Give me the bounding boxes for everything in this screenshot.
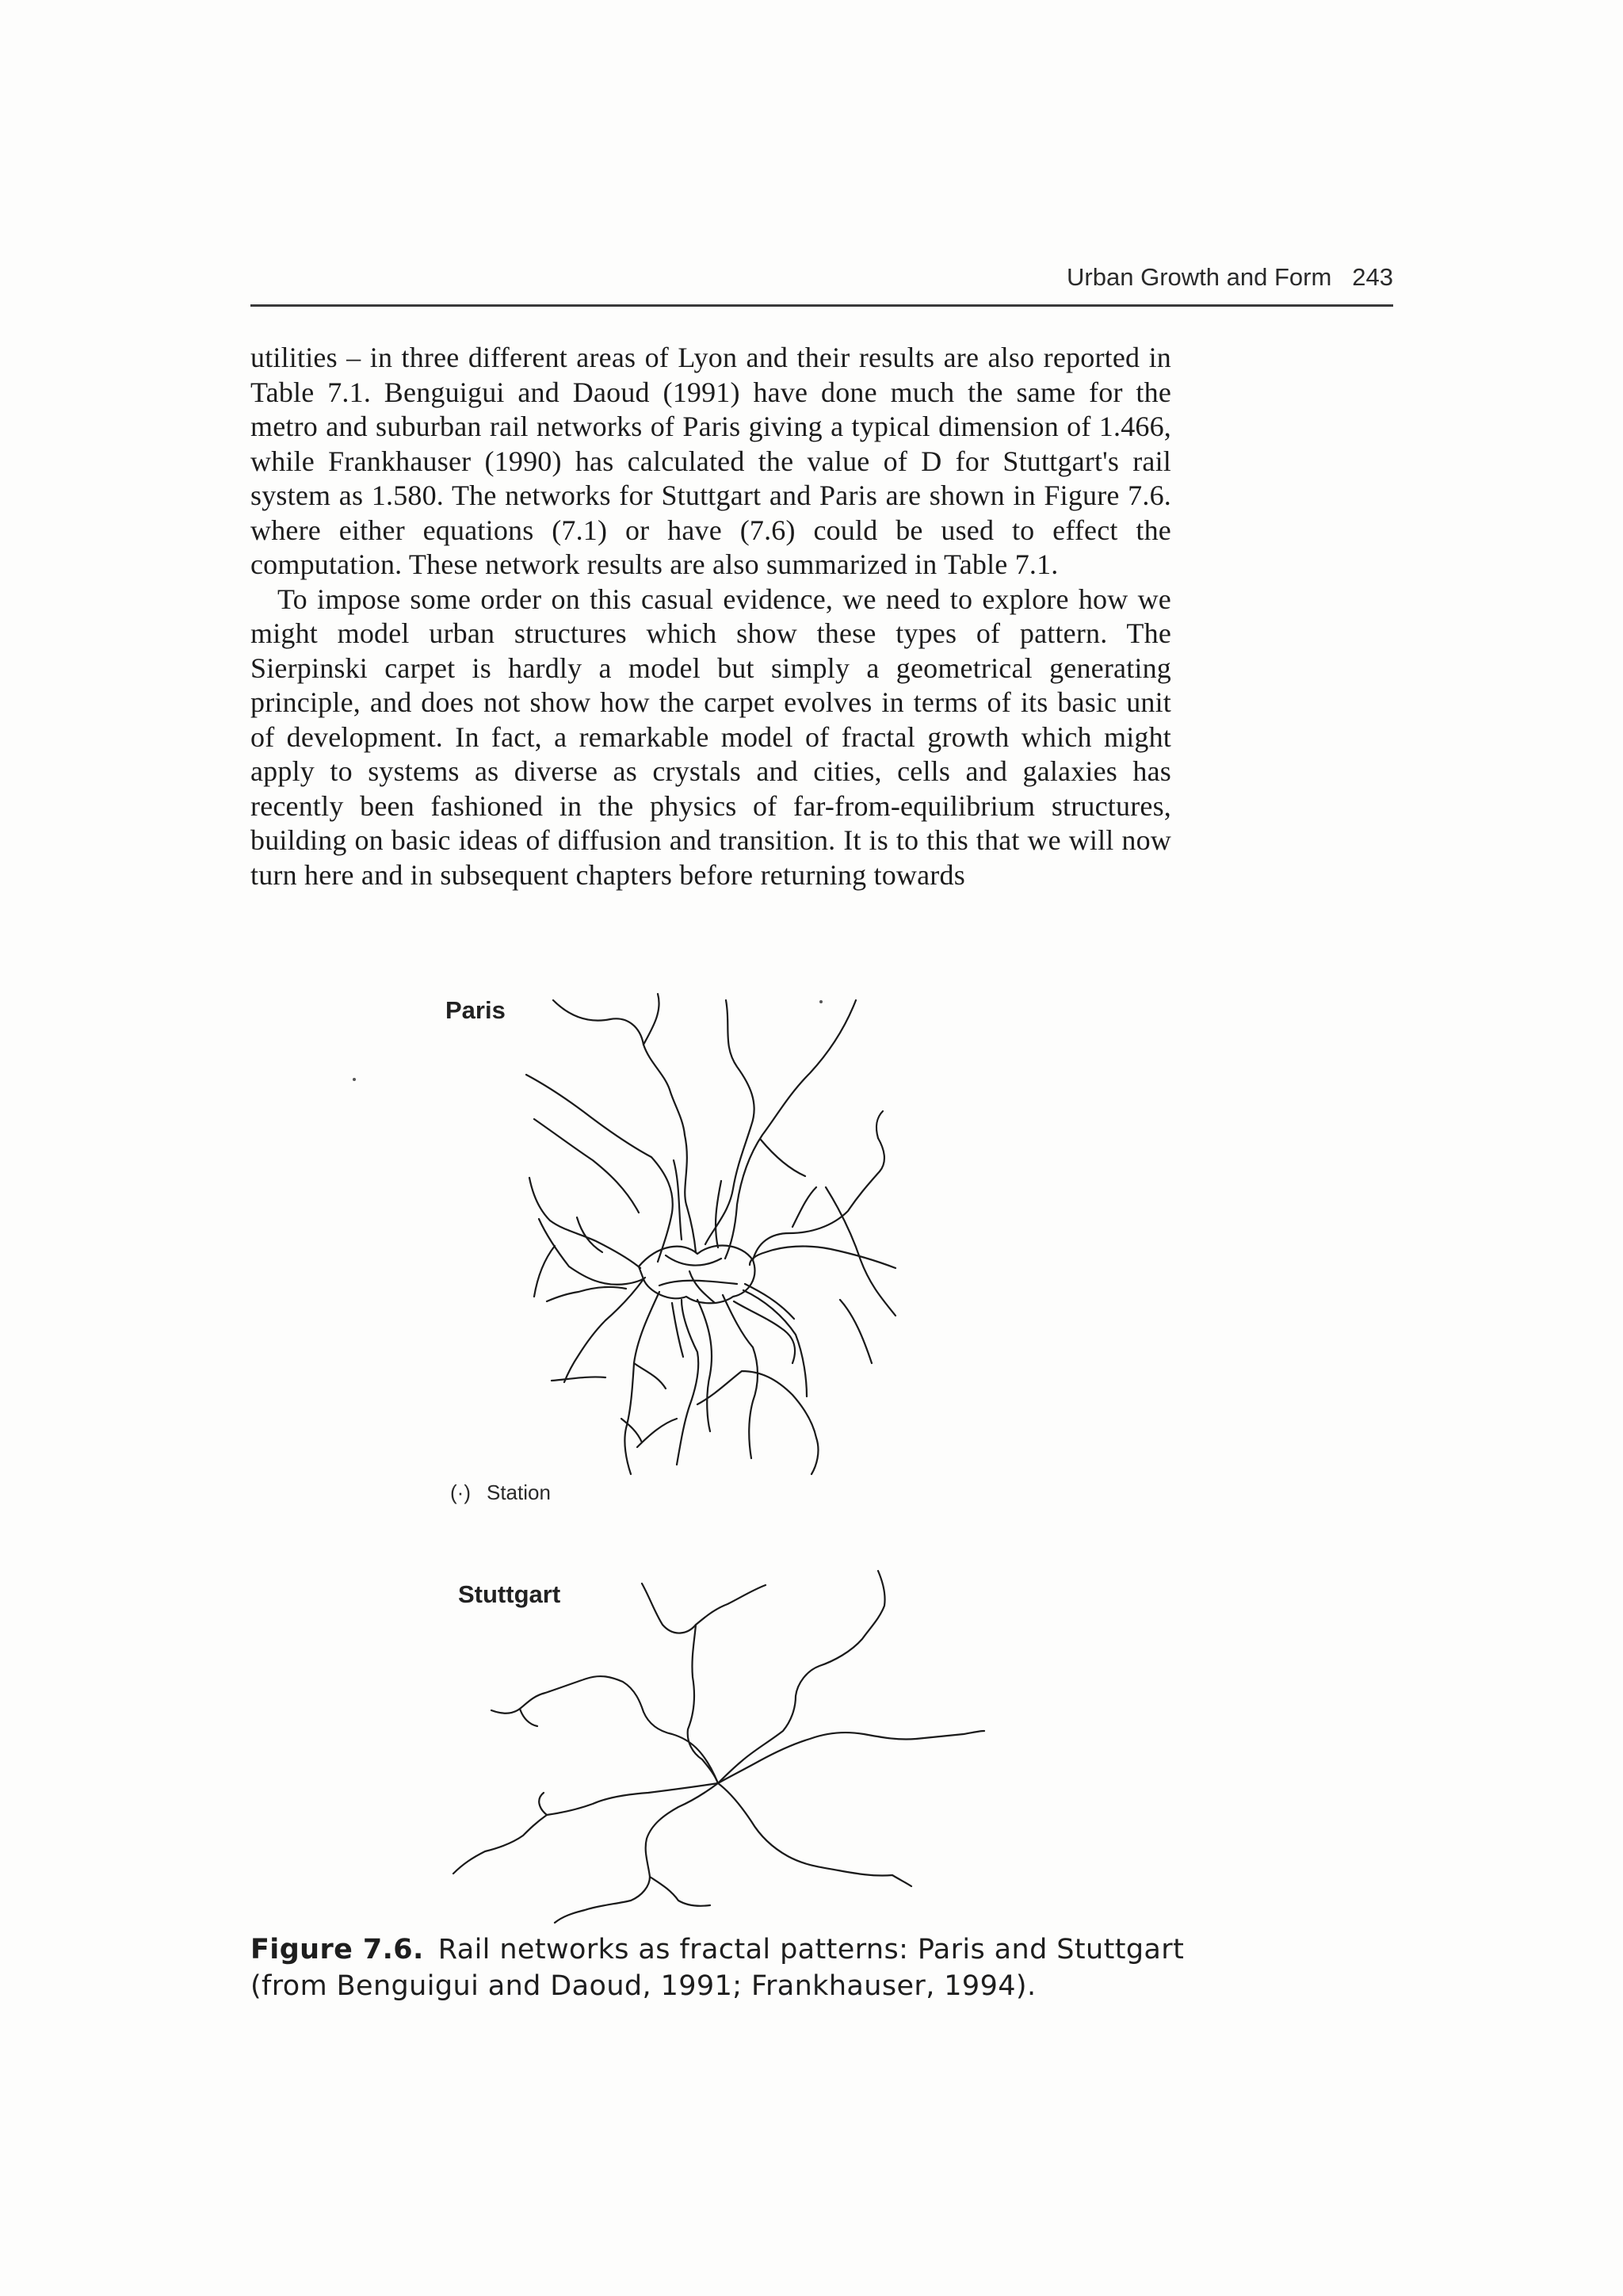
running-title: Urban Growth and Form: [1067, 263, 1332, 291]
figure-caption: [250, 1931, 1201, 2004]
paragraph-1: utilities – in three different areas of Lyon and their results are also reported in Table 7.1. Benguigui and Daoud (1991) have done much the same for the metro and suburban rail networks of Paris giving a typical dimension of 1.466, while Frankhauser (1990) has calculated the value of D for Stuttgart's rail system as 1.580. The networks for Stuttgart and Paris are shown in Figure 7.6. where either equations (7.1) or have (7.6) could be used to effect the computation. These network results are also summarized in Table 7.1.: [250, 342, 1171, 580]
caption-number: Figure 7.6.: [250, 1934, 424, 1966]
paris-label: Paris: [445, 996, 506, 1024]
page-number: 243: [1352, 263, 1393, 291]
legend-label: Station: [486, 1480, 551, 1504]
paragraph-2: To impose some order on this casual evidence, we need to explore how we might model urban structures which show these types of pattern. The Sierpinski carpet is hardly a model but simply a geometrical generating principle, and does not show how the carpet evolves in terms of its basic unit of development. In fact, a remarkable model of fractal growth which might apply to systems as diverse as crystals and cities, cells and galaxies has recently been fashioned in the physics of far-from-equilibrium structures, building on basic ideas of diffusion and transition. It is to this that we will now turn here and in subsequent chapters before returning towards: [250, 583, 1171, 891]
stuttgart-label: Stuttgart: [458, 1580, 561, 1608]
station-dot-icon: (·): [450, 1480, 471, 1504]
caption-text: Rail networks as fractal patterns: Paris and Stuttgart (from Benguigui and Daoud, 1991; Frankhauser, 1994).: [250, 1934, 1185, 2002]
